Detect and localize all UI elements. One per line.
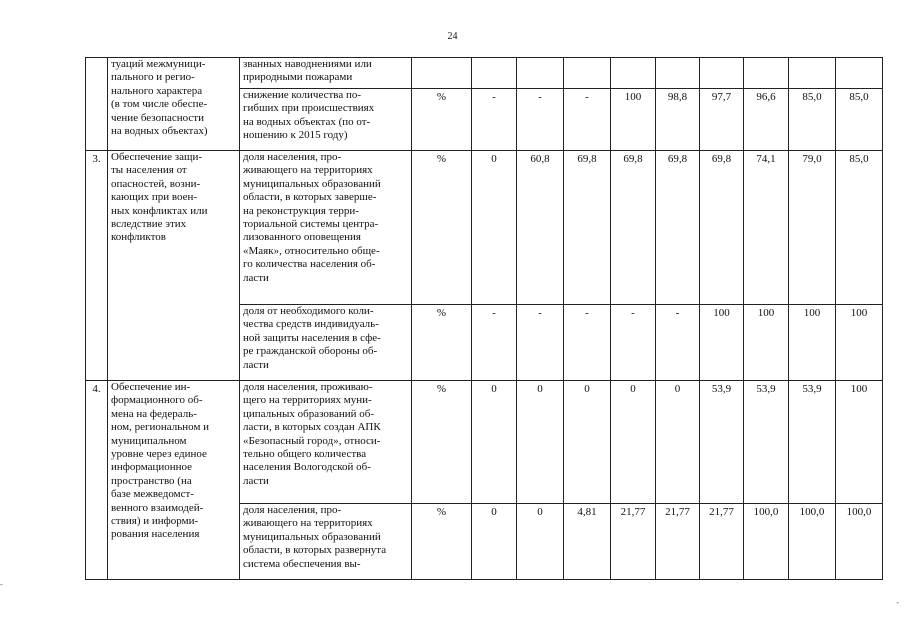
value-cell: 0 [656,381,700,504]
value-cell: - [564,305,611,381]
task-cell: Обеспечение защи- ты населения от опасностей, возни- кающих при воен- ных конфликтах или вследствие этих конфликтов [108,151,240,381]
value-cell: 69,8 [656,151,700,305]
unit-cell: % [412,305,472,381]
page-number: 24 [447,31,458,42]
value-cell: 53,9 [789,381,836,504]
value-cell: - [472,305,517,381]
indicator-cell: званных наводнениями или природными пожарами [240,58,412,89]
value-cell: 100,0 [789,504,836,580]
unit-cell: % [412,89,472,151]
value-cell: 69,8 [564,151,611,305]
value-cell [564,58,611,89]
value-cell: 100,0 [744,504,789,580]
value-cell: 100 [611,89,656,151]
value-cell [472,58,517,89]
table-row [86,381,883,504]
value-cell [611,58,656,89]
value-cell: 0 [472,381,517,504]
value-cell: 96,6 [744,89,789,151]
value-cell: 100,0 [836,504,883,580]
value-cell: 53,9 [700,381,744,504]
value-cell: 0 [472,504,517,580]
row-number [86,58,108,151]
value-cell [789,58,836,89]
value-cell: - [517,89,564,151]
table-row [86,151,883,305]
value-cell: 4,81 [564,504,611,580]
unit-cell [412,58,472,89]
value-cell: 0 [517,504,564,580]
value-cell: 0 [472,151,517,305]
value-cell: - [564,89,611,151]
table-row [86,58,883,89]
value-cell: 100 [836,381,883,504]
row-number: 4. [86,381,108,580]
value-cell: 60,8 [517,151,564,305]
value-cell: - [517,305,564,381]
value-cell: 21,77 [611,504,656,580]
margin-mark: - [0,580,3,589]
value-cell: 85,0 [836,151,883,305]
value-cell: 97,7 [700,89,744,151]
value-cell: 0 [611,381,656,504]
value-cell: 100 [836,305,883,381]
indicators-table [85,57,883,580]
value-cell: 0 [517,381,564,504]
unit-cell: % [412,381,472,504]
value-cell: 98,8 [656,89,700,151]
row-number: 3. [86,151,108,381]
value-cell: - [472,89,517,151]
indicator-cell: доля населения, проживаю- щего на территориях муни- ципальных образований об- ласти, в которых создан АПК «Безопасный город», относи- тельно общего количества населения Вологодской об- ласти [240,381,412,504]
margin-mark: - [896,598,899,607]
value-cell [656,58,700,89]
value-cell: - [656,305,700,381]
indicator-cell: доля населения, про- живающего на территориях муниципальных образований области, в которых развернута система обеспечения вы- [240,504,412,580]
value-cell: 100 [789,305,836,381]
value-cell: 21,77 [656,504,700,580]
value-cell: 100 [744,305,789,381]
value-cell: 85,0 [836,89,883,151]
unit-cell: % [412,151,472,305]
value-cell [517,58,564,89]
task-cell: туаций межмуници- пального и регио- нального характера (в том числе обеспе- чение безопасности на водных объектах) [108,58,240,151]
value-cell [836,58,883,89]
indicator-cell: доля населения, про- живающего на территориях муниципальных образований области, в которых заверше- на реконструкция терри- ториальной системы центра- лизованного оповещения «Маяк», относительно обще- го количества населения об- ласти [240,151,412,305]
unit-cell: % [412,504,472,580]
value-cell: 69,8 [700,151,744,305]
value-cell [744,58,789,89]
indicator-cell: доля от необходимого коли- чества средств индивидуаль- ной защиты населения в сфе- ре гражданской обороны об- ласти [240,305,412,381]
value-cell: 74,1 [744,151,789,305]
value-cell: 21,77 [700,504,744,580]
value-cell: 53,9 [744,381,789,504]
indicator-cell: снижение количества по- гибших при происшествиях на водных объектах (по от- ношению к 2015 году) [240,89,412,151]
task-cell: Обеспечение ин- формационного об- мена на федераль- ном, региональном и муниципальном уровне через единое информационное пространство (на базе межведомст- венного взаимодей- ствия) и информи- рования населения [108,381,240,580]
value-cell: - [611,305,656,381]
value-cell: 79,0 [789,151,836,305]
value-cell: 100 [700,305,744,381]
value-cell: 85,0 [789,89,836,151]
value-cell: 69,8 [611,151,656,305]
value-cell: 0 [564,381,611,504]
value-cell [700,58,744,89]
